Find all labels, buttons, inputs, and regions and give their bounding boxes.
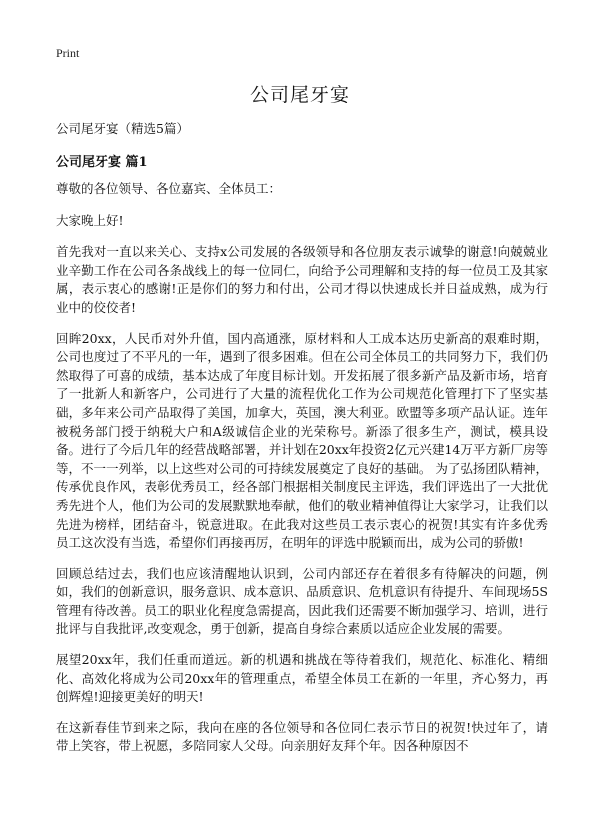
paragraph: 在这新春佳节到来之际，我向在座的各位领导和各位同仁表示节日的祝贺!快过年了，请带上笑容，带上祝愿，多陪同家人父母。向亲朋好友拜个年。因各种原因不 [56,719,548,754]
print-link[interactable]: Print [56,46,80,60]
paragraph: 展望20xx年，我们任重而道远。新的机遇和挑战在等待着我们，规范化、标准化、精细化、高效化将成为公司20xx年的管理重点，希望全体员工在新的一年里，齐心努力，再创辉煌!迎接更美好的明天! [56,652,548,705]
paragraph-greeting: 尊敬的各位领导、各位嘉宾、全体员工： [56,181,282,196]
page-title: 公司尾牙宴 [249,84,350,106]
document-subtitle: 公司尾牙宴（精选5篇） [56,121,189,136]
paragraph: 回顾总结过去，我们也应该清醒地认识到，公司内部还存在着很多有待解决的问题，例如，我们的创新意识，服务意识、成本意识、品质意识、危机意识有待提升、车间现场5S管理有待改善。员工的职业化程度急需提高，因此我们还需要不断加强学习、培训，进行批评与自我批评,改变观念，勇于创新，提高自身综合素质以适应企业发展的需要。 [56,565,548,637]
paragraph: 首先我对一直以来关心、支持x公司发展的各级领导和各位朋友表示诚挚的谢意!向兢兢业业辛勤工作在公司各条战线上的每一位同仁，向给予公司理解和支持的每一位员工及其家属，表示衷心的感谢!正是你们的努力和付出，公司才得以快速成长并日益成熟，成为行业中的佼佼者! [56,244,548,315]
paragraph: 回眸20xx，人民币对外升值，国内高通涨，原材料和人工成本达历史新高的艰难时期，公司也度过了不平凡的一年，遇到了很多困难。但在公司全体员工的共同努力下，我们仍然取得了可喜的成绩，基本达成了年度目标计划。开发拓展了很多新产品及新市场，培育了一批新人和新客户，公司进行了大量的流程优化工作为公司规范化管理打下了坚实基础，多年来公司产品取得了美国，加拿大，英国，澳大利亚。欧盟等多项产品认证。连年被税务部门授于纳税大户和A级诚信企业的光荣称号。新添了很多生产，测试，模具设备。进行了今后几年的经营战略部署，并计划在20xx年投资2亿元兴建14万平方新厂房等等，不一一列举，以上这些对公司的可持续发展奠定了良好的基础。 为了弘扬团队精神，传承优良作风，表彰优秀员工，经各部门根据相关制度民主评选，我们评选出了一大批优秀先进个人，他们为公司的发展默默地奉献，他们的敬业精神值得让大家学习，让我们以先进为榜样，团结奋斗，锐意进取。在此我对这些员工表示衷心的祝贺!其实有许多优秀员工这次没有当选，希望你们再接再厉，在明年的评选中脱颖而出，成为公司的骄傲! [56,330,548,551]
document-body [56,180,548,768]
section-heading: 公司尾牙宴 篇1 [56,155,148,170]
paragraph-opening: 大家晚上好! [56,212,124,228]
